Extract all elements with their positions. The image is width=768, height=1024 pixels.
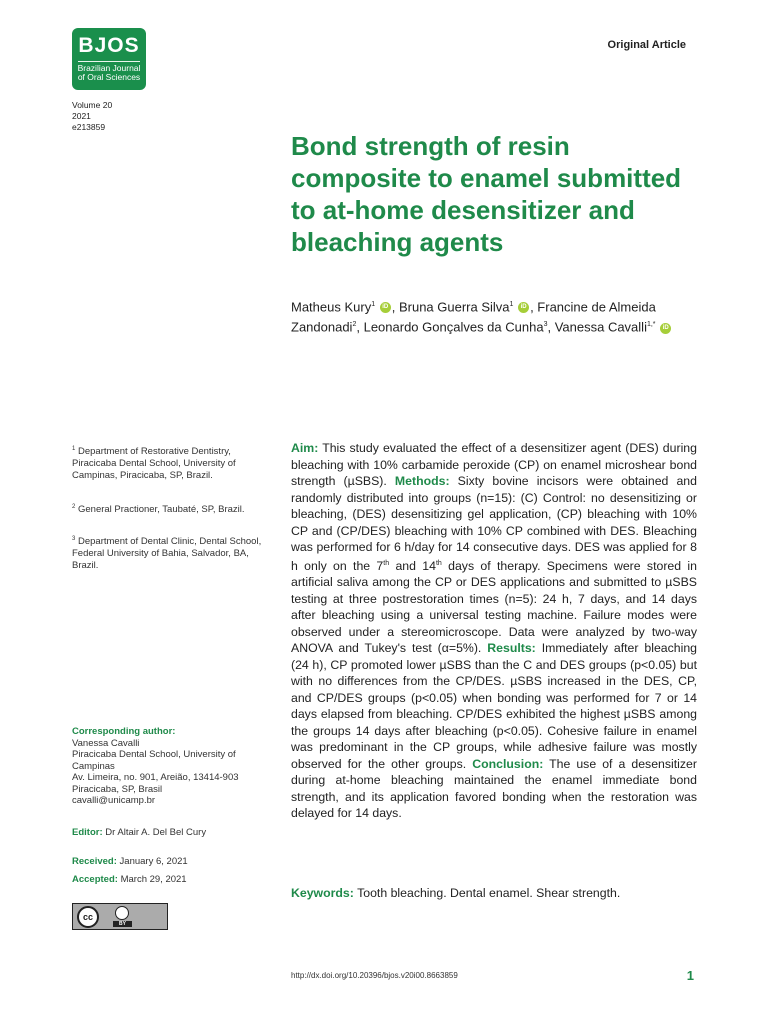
aim-text: This study evaluated the effect of a desensitizer agent (DES) during bleaching with 10% carbamide peroxide (CP) on enamel microshear bond strength (µSBS). — [291, 441, 697, 488]
corresponding-email[interactable]: cavalli@unicamp.br — [72, 795, 156, 806]
results-label: Results: — [487, 641, 536, 656]
orcid-icon[interactable]: iD — [518, 302, 529, 313]
affiliation-number: 3 — [72, 536, 76, 542]
author-list: Matheus Kury$^1$ iD , Bruna Guerra Silva$^1$ iD , Francine de Almeida Zandonadi$^2$, Leonardo Gonçalves da Cunha$^3$, Vanessa Cavalli$^{1,*}$ iD — [291, 296, 701, 337]
author-name[interactable]: Bruna Guerra Silva — [398, 299, 510, 315]
affiliation — [72, 533, 272, 572]
received-line — [72, 856, 188, 867]
keywords-value: Tooth bleaching. Dental enamel. Shear strength. — [357, 886, 621, 900]
affiliation — [72, 443, 272, 482]
author-name[interactable]: Francine de Almeida Zandonadi — [291, 299, 656, 335]
author-aff-ref: 3 — [543, 321, 548, 329]
results-text: Immediately after bleaching (24 h), CP promoted lower µSBS than the C and DES groups (p<0.05) but with no differences from the CP/DES. µSBS increased in the DES, CP, and CP/DES groups (p<0.05) when bonding was performed for 7 or 14 days elapsed from bleaching. CP/DES exhibited the highest µSBS among the groups 14 days after bleaching (p<0.05). Cohesive failure in enamel was predominant in the CP groups, while adhesive failure was mostly observed for the other groups. — [291, 641, 698, 771]
editor-label: Editor: — [72, 827, 103, 838]
aim-label: Aim: — [291, 441, 319, 455]
attribution-block — [113, 906, 132, 927]
methods-text: and 14 — [389, 558, 436, 573]
doi-link[interactable]: http://dx.doi.org/10.20396/bjos.v20i00.8663859 — [291, 971, 458, 980]
article-title: Bond strength of resin composite to enamel submitted to at-home desensitizer and bleaching agents — [291, 131, 682, 257]
corresponding-address-1: Piracicaba Dental School, University of Campinas — [72, 749, 236, 772]
author-name[interactable]: Matheus Kury — [291, 299, 372, 315]
author-aff-ref: 1 — [371, 301, 376, 308]
cc-by-license-badge[interactable] — [72, 903, 168, 930]
editor-line — [72, 827, 206, 838]
author-name[interactable]: Leonardo Gonçalves da Cunha — [363, 319, 544, 335]
affiliation-number: 2 — [72, 504, 76, 510]
conclusion-text: The use of a desensitizer during at-home bleaching maintained the enamel immediate bond strength, and its application favored bonding when the restoration was delayed for 14 days. — [291, 756, 697, 821]
affiliation — [72, 501, 272, 516]
affiliation-text: Department of Restorative Dentistry, Piracicaba Dental School, University of Campinas, Piracicaba, SP, Brazil. — [72, 446, 236, 482]
methods-label: Methods: — [394, 474, 450, 488]
orcid-icon[interactable]: iD — [660, 323, 671, 334]
editor-value: Dr Altair A. Del Bel Cury — [105, 827, 207, 838]
received-value: January 6, 2021 — [119, 856, 188, 867]
journal-logo — [72, 28, 146, 90]
ordinal-suffix: th — [435, 559, 442, 567]
author-aff-ref: 1,* — [646, 321, 656, 329]
accepted-label: Accepted: — [72, 874, 118, 885]
ordinal-suffix: th — [383, 559, 390, 567]
article-type: Original Article — [607, 39, 686, 51]
creative-commons-icon: cc — [77, 906, 99, 928]
license-by-label: BY — [113, 921, 132, 927]
corresponding-author — [72, 726, 272, 807]
volume-info — [72, 100, 112, 133]
abstract — [291, 440, 697, 822]
author-name[interactable]: Vanessa Cavalli — [554, 319, 647, 335]
attribution-person-icon — [115, 906, 129, 920]
author-aff-ref: 1 — [509, 301, 514, 308]
methods-text: days of therapy. Specimens were stored in artificial saliva among the CP or DES applications and submitted to µSBS testing at three postrestoration times (n=5): 24 h, 7 days, and 14 days after bleaching using a universal testing machine. Failure modes were observed under a stereomicroscope. Data were analyzed by two-way ANOVA and Tukey's test (α=5%). — [291, 558, 697, 656]
journal-name-line1: Brazilian Journal — [77, 63, 141, 73]
article-eid: e213859 — [72, 122, 106, 132]
logo-divider — [78, 61, 140, 62]
corresponding-label: Corresponding author: — [72, 726, 176, 737]
affiliation-text: Department of Dental Clinic, Dental School, Federal University of Bahia, Salvador, BA, Brazil. — [72, 536, 262, 572]
accepted-value: March 29, 2021 — [120, 874, 187, 885]
conclusion-label: Conclusion: — [472, 756, 544, 771]
journal-abbr: BJOS — [78, 34, 140, 57]
corresponding-address-3: Piracicaba, SP, Brasil — [72, 783, 163, 795]
orcid-icon[interactable]: iD — [380, 302, 391, 313]
affiliation-number: 1 — [72, 446, 76, 452]
volume: Volume 20 — [72, 100, 113, 110]
keywords-label: Keywords: — [291, 886, 354, 900]
received-label: Received: — [72, 856, 117, 867]
corresponding-name: Vanessa Cavalli — [72, 737, 140, 749]
affiliation-text: General Practioner, Taubaté, SP, Brazil. — [77, 504, 245, 516]
author-aff-ref: 2 — [352, 321, 357, 329]
methods-text: Sixty bovine incisors were obtained and randomly distributed into groups (n=15): (C) Control: no desensitizing or bleaching, (DES) desensitizing gel application, (CP) bleaching with 10% CP and (CP/DES) bleaching with 10% CP combined with DES. Bleaching was performed for 6 h/day for 14 consecutive days. DES was applied for 8 h only on the 7 — [291, 474, 697, 573]
corresponding-address-2: Av. Limeira, no. 901, Areião, 13414-903 — [72, 772, 239, 783]
year: 2021 — [72, 111, 91, 121]
journal-name-line2: of Oral Sciences — [77, 72, 141, 82]
accepted-line — [72, 874, 187, 885]
keywords — [291, 886, 697, 900]
page-number: 1 — [686, 968, 694, 983]
